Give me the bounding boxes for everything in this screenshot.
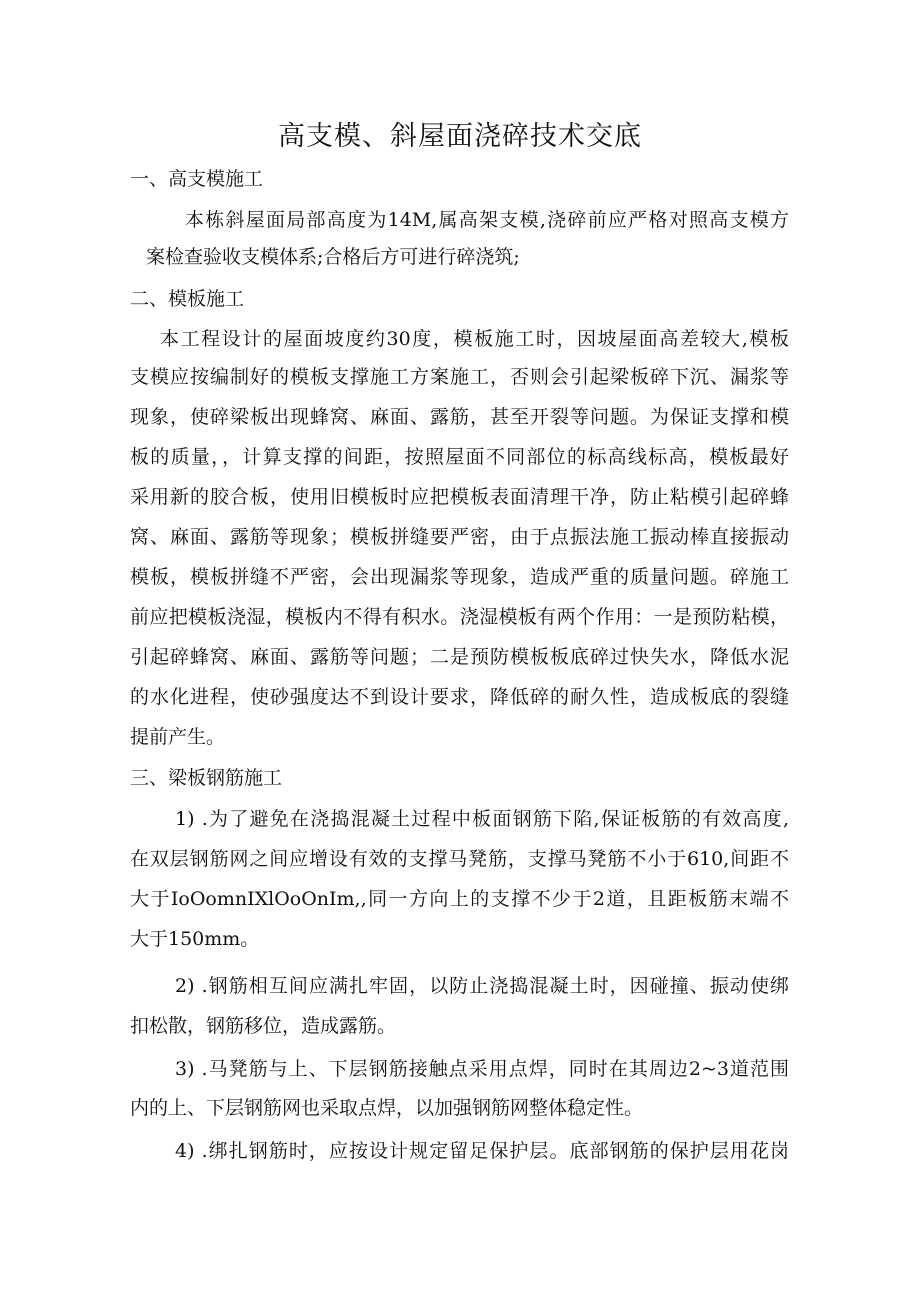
item-4-first [175, 1131, 789, 1171]
paragraph-line: 引起碎蜂窝、麻面、露筋等问题；二是预防模板板底碎过快失水，降低水泥 [130, 646, 789, 668]
document-title: 高支模、斜屋面浇碎技术交底 [278, 121, 642, 152]
paragraph-line: 前应把模板浇湿，模板内不得有积水。浇湿模板有两个作用：一是预防粘模， [130, 606, 789, 628]
paragraph-line: 1) .为了避免在浇捣混凝土过程中板面钢筋下陷,保证板筋的有效高度, [175, 808, 789, 830]
paragraph-line: 本栋斜屋面局部高度为14M,属高架支模,浇碎前应严格对照高支模方 [185, 209, 789, 231]
paragraph-2-1-first [160, 319, 789, 359]
paragraph-line: 支模应按编制好的模板支撑施工方案施工，否则会引起梁板碎下沉、漏浆等 [130, 366, 789, 388]
item-1-body [130, 839, 789, 959]
item-1-first [175, 799, 789, 839]
paragraph-line: 本工程设计的屋面坡度约30度，模板施工时，因坡屋面高差较大,模板 [160, 328, 789, 350]
paragraph-line: 采用新的胶合板，使用旧模板时应把模板表面清理干净，防止粘模引起碎蜂 [130, 486, 789, 508]
paragraph-line: 3) .马凳筋与上、下层钢筋接触点采用点焊，同时在其周边2~3道范围 [175, 1058, 789, 1080]
section-heading-2: 二、模板施工 [130, 288, 245, 310]
paragraph-line: 案检查验收支模体系;合格后方可进行碎浇筑; [146, 246, 520, 268]
paragraph-line: 大于IoOomnIXlOoOnIm,,同一方向上的支撑不少于2道，且距板筋末端不 [130, 888, 789, 910]
paragraph-line: 在双层钢筋网之间应增设有效的支撑马凳筋，支撑马凳筋不小于610,间距不 [130, 848, 789, 870]
section-heading-3: 三、梁板钢筋施工 [130, 767, 283, 789]
paragraph-line: 现象，使碎梁板出现蜂窝、麻面、露筋，甚至开裂等问题。为保证支撑和模 [130, 406, 789, 428]
paragraph-line: 4) .绑扎钢筋时，应按设计规定留足保护层。底部钢筋的保护层用花岗 [175, 1140, 789, 1162]
item-2-first [175, 966, 789, 1006]
paragraph-2-1-body [130, 357, 789, 757]
paragraph-1-1-line-2 [146, 237, 566, 277]
paragraph-line: 模板，模板拼缝不严密，会出现漏浆等现象，造成严重的质量问题。碎施工 [130, 566, 789, 588]
item-2-body [130, 1006, 789, 1046]
section-heading-1: 一、高支模施工 [130, 168, 264, 190]
paragraph-line: 窝、麻面、露筋等现象；模板拼缝要严密，由于点振法施工振动棒直接振动 [130, 526, 789, 548]
paragraph-line: 板的质量，，计算支撑的间距，按照屋面不同部位的标高线标高，模板最好 [130, 446, 789, 468]
item-3-first [175, 1049, 789, 1089]
item-3-body [130, 1088, 789, 1128]
paragraph-line: 内的上、下层钢筋网也采取点焊，以加强钢筋网整体稳定性。 [130, 1097, 644, 1119]
paragraph-line: 的水化进程，使砂强度达不到设计要求，降低碎的耐久性，造成板底的裂缝 [130, 686, 789, 708]
paragraph-line: 扣松散，钢筋移位，造成露筋。 [130, 1015, 397, 1037]
paragraph-1-1-line-1 [185, 200, 789, 240]
paragraph-line: 提前产生。 [130, 726, 226, 748]
paragraph-line: 大于150mm。 [130, 928, 260, 950]
paragraph-line: 2) .钢筋相互间应满扎牢固，以防止浇捣混凝土时，因碰撞、振动使绑 [175, 975, 789, 997]
